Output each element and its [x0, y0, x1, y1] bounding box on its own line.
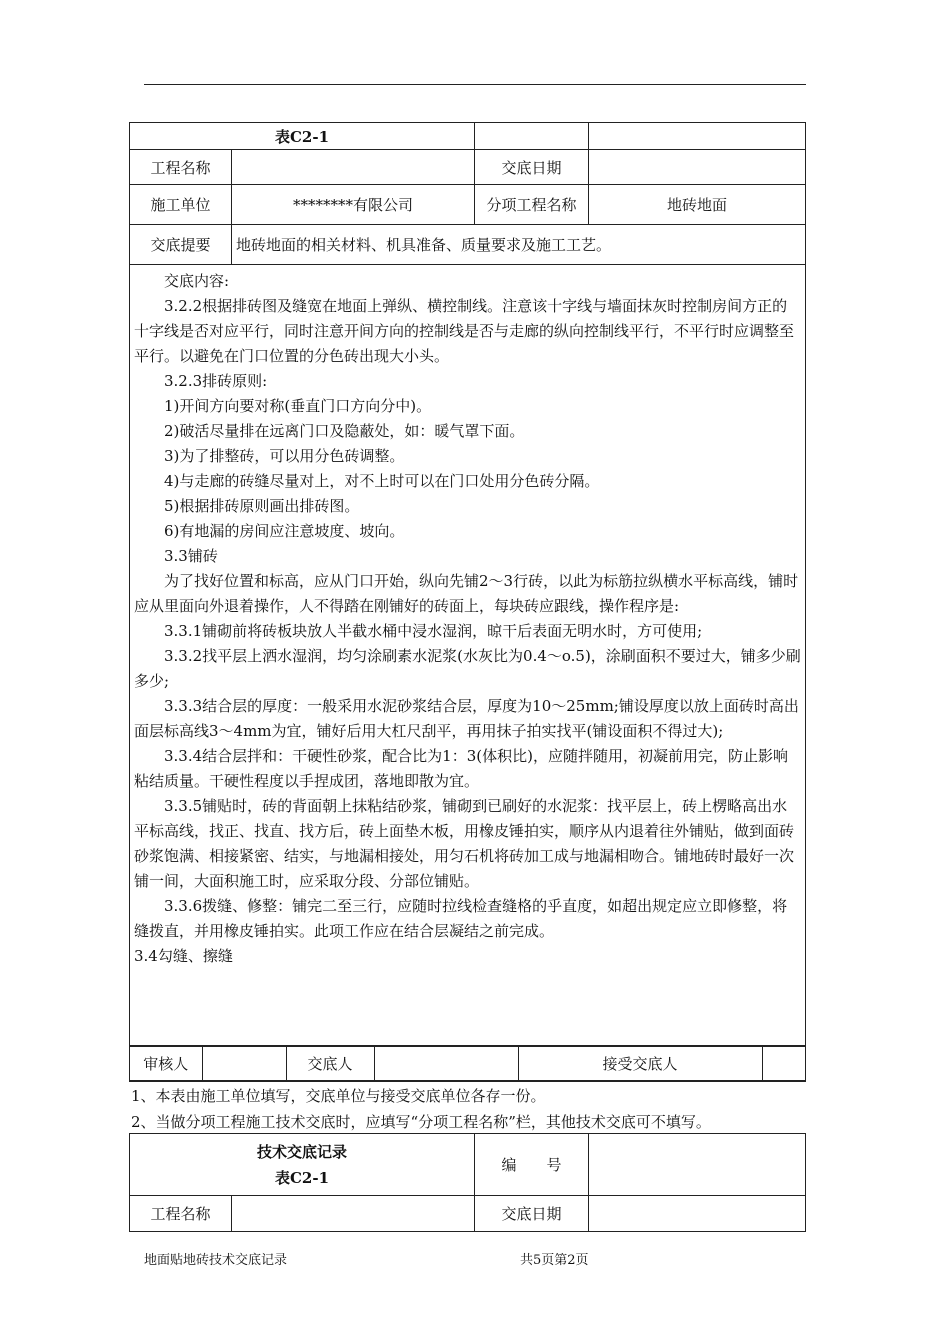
- signature-table: [130, 1046, 806, 1081]
- form2-title-cell: [130, 1134, 475, 1196]
- handover-form-next: [129, 1133, 806, 1232]
- project-name-label: 工程名称: [130, 150, 232, 185]
- contractor-label: 施工单位: [130, 185, 232, 225]
- content-paragraph: 3.2.2根据排砖图及缝宽在地面上弹纵、横控制线。注意该十字线与墙面抹灰时控制房间方正的十字线是否对应平行，同时注意开间方向的控制线是否与走廊的纵向控制线平行，不平行时应调整至平行。以避免在门口位置的分色砖出现大小头。: [134, 297, 795, 365]
- form2-number-label: 编 号: [475, 1134, 589, 1196]
- number-value-cell[interactable]: [589, 123, 806, 150]
- summary-value[interactable]: 地砖地面的相关材料、机具准备、质量要求及施工工艺。: [232, 225, 806, 265]
- content-paragraph: 3.3.5铺贴时，砖的背面朝上抹粘结砂浆，铺砌到已刷好的水泥浆：找平层上，砖上楞略高出水平标高线，找正、找直、找方后，砖上面垫木板，用橡皮锤拍实，顺序从内退着往外铺贴，做到面砖砂浆饱满、相接紧密、结实，与地漏相接处，用匀石机将砖加工成与地漏相吻合。铺地砖时最好一次铺一间，大面积施工时，应采取分段、分部位铺贴。: [134, 797, 795, 890]
- content-paragraph: 3.2.3排砖原则:: [164, 372, 268, 390]
- receiver-label: 接受交底人: [518, 1047, 762, 1081]
- content-paragraph: 6)有地漏的房间应注意坡度、坡向。: [164, 522, 405, 540]
- content-paragraph: 1)开间方向要对称(垂直门口方向分中)。: [164, 397, 432, 415]
- form2-handover-date-label: 交底日期: [475, 1196, 589, 1232]
- subproject-label: 分项工程名称: [475, 185, 589, 225]
- content-paragraph: 4)与走廊的砖缝尽量对上，对不上时可以在门口处用分色砖分隔。: [164, 472, 600, 490]
- content-paragraph: 5)根据排砖原则画出排砖图。: [164, 497, 360, 515]
- content-paragraph: 3.3.6拨缝、修整：铺完二至三行，应随时拉线检查缝格的乎直度，如超出规定应立即修整，将缝拨直，并用橡皮锤拍实。此项工作应在结合层凝结之前完成。: [134, 897, 788, 940]
- handover-date-label: 交底日期: [475, 150, 589, 185]
- form2-project-name-label: 工程名称: [130, 1196, 232, 1232]
- content-paragraph: 3)为了排整砖，可以用分色砖调整。: [164, 447, 405, 465]
- signature-row: [130, 1046, 806, 1082]
- form-notes: [131, 1083, 711, 1135]
- contractor-value[interactable]: ********有限公司: [232, 185, 475, 225]
- receiver-value[interactable]: [762, 1047, 806, 1081]
- content-paragraph: 3.4勾缝、擦缝: [134, 947, 233, 965]
- content-paragraph: 3.3.3结合层的厚度：一般采用水泥砂浆结合层，厚度为10～25mm;铺设厚度以放上面砖时高出面层标高线3～4mm为宜，铺好后用大杠尺刮平，再用抹子拍实找平(铺设面积不得过大);: [134, 697, 799, 740]
- summary-label: 交底提要: [130, 225, 232, 265]
- content-paragraph: 3.3.1铺砌前将砖板块放人半截水桶中浸水湿润，晾干后表面无明水时，方可使用;: [164, 622, 703, 640]
- form2-code: 表C2-1: [274, 1168, 330, 1187]
- handover-by-label: 交底人: [286, 1047, 374, 1081]
- reviewer-label: 审核人: [130, 1047, 202, 1081]
- handover-by-value[interactable]: [374, 1047, 518, 1081]
- note-1: 1、本表由施工单位填写，交底单位与接受交底单位各存一份。: [131, 1087, 546, 1105]
- number-cell[interactable]: [475, 123, 589, 150]
- form2-number-value[interactable]: [589, 1134, 806, 1196]
- form-code-cell: [130, 123, 475, 150]
- header-rule: [144, 84, 806, 85]
- content-paragraph: 3.3铺砖: [164, 547, 218, 565]
- form2-title: 技术交底记录: [257, 1142, 348, 1161]
- note-2: 2、当做分项工程施工技术交底时，应填写“分项工程名称”栏，其他技术交底可不填写。: [131, 1113, 711, 1131]
- content-paragraph: 为了找好位置和标高，应从门口开始，纵向先铺2～3行砖，以此为标筋拉纵横水平标高线，铺时应从里面向外退着操作，人不得踏在刚铺好的砖面上，每块砖应跟线，操作程序是:: [134, 572, 799, 615]
- handover-date-value[interactable]: [589, 150, 806, 185]
- footer-page-info: 共5页第2页: [520, 1253, 589, 1268]
- form2-project-name-value[interactable]: [232, 1196, 475, 1232]
- content-paragraph: 3.3.4结合层拌和：干硬性砂浆，配合比为1：3(体积比)，应随拌随用，初凝前用完，防止影响粘结质量。干硬性程度以手捏成团，落地即散为宜。: [134, 747, 788, 790]
- form2-handover-date-value[interactable]: [589, 1196, 806, 1232]
- footer-doc-title: 地面贴地砖技术交底记录: [144, 1253, 288, 1268]
- content-paragraph: 3.3.2找平层上洒水湿润，均匀涂刷素水泥浆(水灰比为0.4～o.5)，涂刷面积不要过大，铺多少刷多少;: [134, 647, 801, 690]
- subproject-value[interactable]: 地砖地面: [589, 185, 806, 225]
- project-name-value[interactable]: [232, 150, 475, 185]
- content-paragraph: 2)破活尽量排在远离门口及隐蔽处，如：暖气罩下面。: [164, 422, 525, 440]
- content-cell[interactable]: [130, 265, 806, 1046]
- handover-form: [129, 122, 806, 1082]
- content-heading: 交底内容:: [164, 272, 230, 290]
- reviewer-value[interactable]: [202, 1047, 286, 1081]
- form-code: 表C2-1: [274, 127, 330, 146]
